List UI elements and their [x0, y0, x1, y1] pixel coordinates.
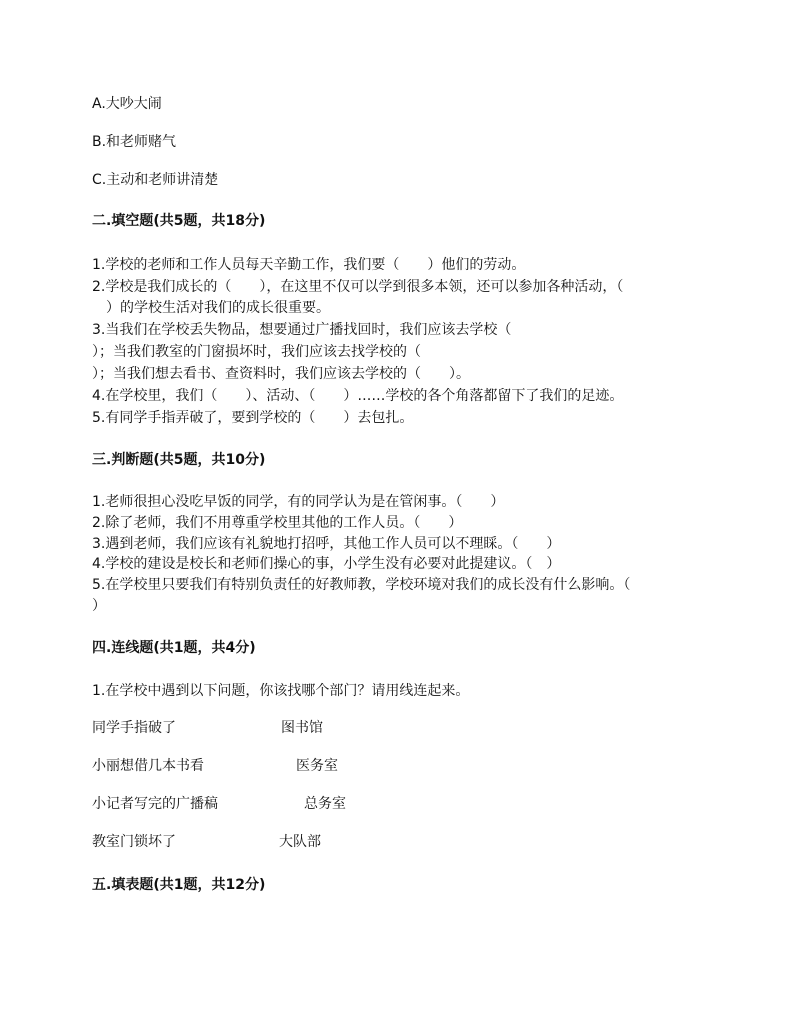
- true-false-line-6: ）: [92, 598, 106, 614]
- fill-in-line-5: ）；当我们教室的门窗损坏时，我们应该去找学校的（: [92, 344, 421, 360]
- section-heading-matching: 四.连线题(共1题，共4分): [92, 640, 256, 656]
- section-heading-true-false: 三.判断题(共5题，共10分): [92, 452, 266, 468]
- section-heading-table: 五.填表题(共1题，共12分): [92, 877, 266, 893]
- option-a: A.大吵大闹: [92, 96, 162, 112]
- fill-in-line-7: 4.在学校里，我们（ ）、活动、（ ）……学校的各个角落都留下了我们的足迹。: [92, 388, 624, 404]
- matching-right-item: 医务室: [296, 758, 338, 774]
- matching-right-item: 大队部: [279, 834, 321, 850]
- matching-left-item: 教室门锁坏了: [92, 834, 176, 850]
- fill-in-line-3: ）的学校生活对我们的成长很重要。: [92, 300, 330, 316]
- section-heading-fill-in: 二.填空题(共5题，共18分): [92, 213, 266, 229]
- true-false-line-4: 4.学校的建设是校长和老师们操心的事，小学生没有必要对此提建议。（ ）: [92, 556, 561, 572]
- matching-left-item: 同学手指破了: [92, 720, 176, 736]
- matching-left-item: 小丽想借几本书看: [92, 758, 204, 774]
- matching-left-item: 小记者写完的广播稿: [92, 796, 218, 812]
- option-c: C.主动和老师讲清楚: [92, 172, 219, 188]
- true-false-line-5: 5.在学校里只要我们有特别负责任的好教师教，学校环境对我们的成长没有什么影响。（: [92, 577, 631, 593]
- fill-in-line-1: 1.学校的老师和工作人员每天辛勤工作，我们要（ ）他们的劳动。: [92, 257, 526, 273]
- fill-in-line-8: 5.有同学手指弄破了，要到学校的（ ）去包扎。: [92, 410, 414, 426]
- fill-in-line-4: 3.当我们在学校丢失物品，想要通过广播找回时，我们应该去学校（: [92, 322, 512, 338]
- fill-in-line-2: 2.学校是我们成长的（ ），在这里不仅可以学到很多本领，还可以参加各种活动，（: [92, 279, 624, 295]
- matching-question: 1.在学校中遇到以下问题，你该找哪个部门？请用线连起来。: [92, 683, 470, 699]
- true-false-line-3: 3.遇到老师，我们应该有礼貌地打招呼，其他工作人员可以不理睬。（ ）: [92, 536, 561, 552]
- option-b: B.和老师赌气: [92, 134, 177, 150]
- true-false-line-2: 2.除了老师，我们不用尊重学校里其他的工作人员。（ ）: [92, 515, 463, 531]
- matching-right-item: 图书馆: [281, 720, 323, 736]
- true-false-line-1: 1.老师很担心没吃早饭的同学，有的同学认为是在管闲事。（ ）: [92, 494, 505, 510]
- fill-in-line-6: ）；当我们想去看书、查资料时，我们应该去学校的（ ）。: [92, 366, 470, 382]
- matching-right-item: 总务室: [304, 796, 346, 812]
